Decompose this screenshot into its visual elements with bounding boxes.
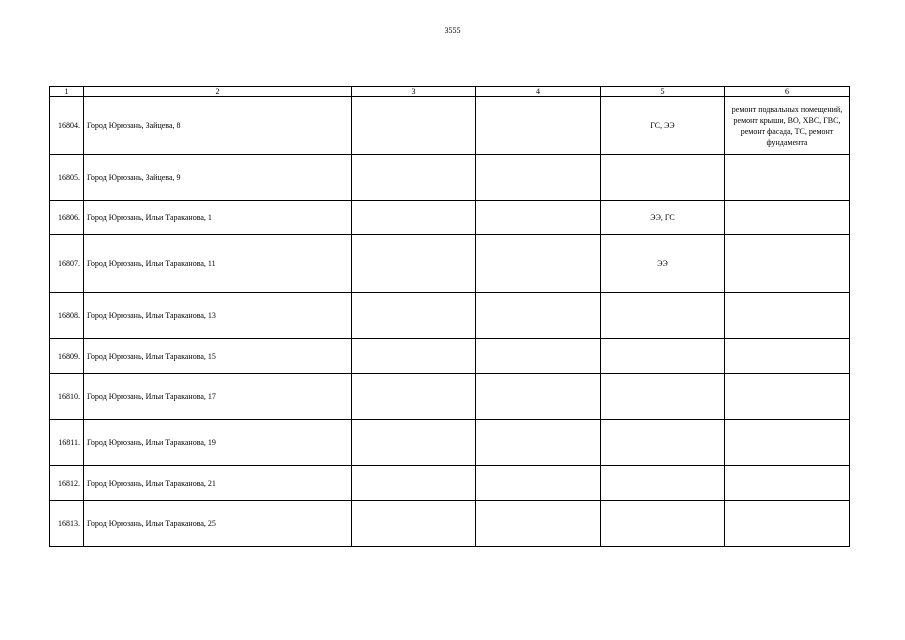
row-number: 16810. <box>50 374 84 420</box>
row-col4 <box>476 374 601 420</box>
header-cell-4: 4 <box>476 87 601 97</box>
row-address: Город Юрюзань, Ильи Тараканова, 19 <box>84 420 352 466</box>
header-cell-6: 6 <box>725 87 850 97</box>
row-col3 <box>352 155 476 201</box>
row-col3 <box>352 235 476 293</box>
row-col4 <box>476 155 601 201</box>
row-col5 <box>601 339 725 374</box>
row-number: 16806. <box>50 201 84 235</box>
row-address: Город Юрюзань, Зайцева, 8 <box>84 97 352 155</box>
table-row <box>50 501 850 547</box>
header-cell-5: 5 <box>601 87 725 97</box>
row-number: 16808. <box>50 293 84 339</box>
row-col3 <box>352 339 476 374</box>
row-number: 16807. <box>50 235 84 293</box>
row-col4 <box>476 293 601 339</box>
row-col5 <box>601 155 725 201</box>
row-number: 16804. <box>50 97 84 155</box>
row-col5 <box>601 420 725 466</box>
row-col5 <box>601 293 725 339</box>
row-col4 <box>476 97 601 155</box>
row-col5 <box>601 466 725 501</box>
row-col5: ГС, ЭЭ <box>601 97 725 155</box>
header-cell-3: 3 <box>352 87 476 97</box>
table-row <box>50 374 850 420</box>
row-number: 16813. <box>50 501 84 547</box>
row-address: Город Юрюзань, Ильи Тараканова, 1 <box>84 201 352 235</box>
row-number: 16805. <box>50 155 84 201</box>
row-col6 <box>725 501 850 547</box>
row-address: Город Юрюзань, Ильи Тараканова, 15 <box>84 339 352 374</box>
row-col4 <box>476 235 601 293</box>
row-col6 <box>725 420 850 466</box>
table-row <box>50 235 850 293</box>
table-row <box>50 293 850 339</box>
row-col3 <box>352 466 476 501</box>
row-col6 <box>725 339 850 374</box>
row-col5 <box>601 501 725 547</box>
table-row <box>50 201 850 235</box>
row-address: Город Юрюзань, Зайцева, 9 <box>84 155 352 201</box>
table-row <box>50 466 850 501</box>
row-number: 16809. <box>50 339 84 374</box>
row-col3 <box>352 420 476 466</box>
row-address: Город Юрюзань, Ильи Тараканова, 13 <box>84 293 352 339</box>
row-col6: ремонт подвальных помещений, ремонт крыши, ВО, ХВС, ГВС, ремонт фасада, ТС, ремонт фундамента <box>725 97 850 155</box>
row-address: Город Юрюзань, Ильи Тараканова, 11 <box>84 235 352 293</box>
row-address: Город Юрюзань, Ильи Тараканова, 17 <box>84 374 352 420</box>
page-number: 3555 <box>444 26 461 35</box>
table-row <box>50 155 850 201</box>
row-col5: ЭЭ, ГС <box>601 201 725 235</box>
row-col4 <box>476 201 601 235</box>
row-number: 16812. <box>50 466 84 501</box>
row-col4 <box>476 339 601 374</box>
row-col6 <box>725 155 850 201</box>
row-col6 <box>725 466 850 501</box>
row-col3 <box>352 374 476 420</box>
row-col4 <box>476 501 601 547</box>
table-row <box>50 339 850 374</box>
row-address: Город Юрюзань, Ильи Тараканова, 25 <box>84 501 352 547</box>
header-cell-2: 2 <box>84 87 352 97</box>
table-row <box>50 97 850 155</box>
row-col4 <box>476 466 601 501</box>
header-cell-1: 1 <box>50 87 84 97</box>
row-col5 <box>601 374 725 420</box>
row-col6 <box>725 201 850 235</box>
header-row <box>50 87 850 97</box>
row-col6 <box>725 235 850 293</box>
row-address: Город Юрюзань, Ильи Тараканова, 21 <box>84 466 352 501</box>
row-col3 <box>352 97 476 155</box>
row-col3 <box>352 201 476 235</box>
row-col3 <box>352 501 476 547</box>
row-col5: ЭЭ <box>601 235 725 293</box>
row-col3 <box>352 293 476 339</box>
address-table <box>49 86 850 547</box>
table-row <box>50 420 850 466</box>
row-number: 16811. <box>50 420 84 466</box>
row-col4 <box>476 420 601 466</box>
row-col6 <box>725 374 850 420</box>
row-col6 <box>725 293 850 339</box>
